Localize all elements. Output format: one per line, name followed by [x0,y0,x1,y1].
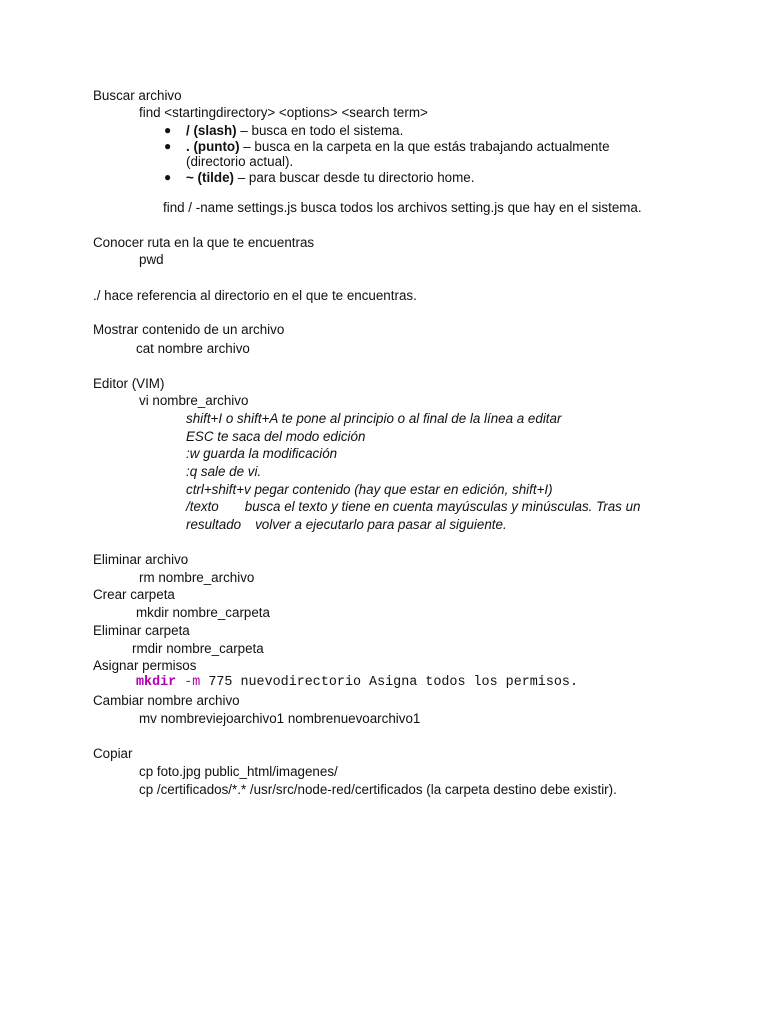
bullet-icon: ● [164,123,172,137]
rmdir-command: rmdir nombre_carpeta [132,641,264,656]
bullet-icon: ● [164,139,172,153]
heading-rmdir: Eliminar carpeta [93,623,190,638]
bullet-term: ~ (tilde) [186,170,234,185]
heading-cp: Copiar [93,746,133,761]
vim-search-desc: volver a ejecutarlo para pasar al siguiente. [255,517,507,532]
bullet-term: . (punto) [186,139,240,154]
bullet-desc: – busca en todo el sistema. [236,123,404,138]
vim-search-note-continuation [186,516,507,533]
heading-perm: Asignar permisos [93,658,197,673]
bullet-icon: ● [164,170,172,184]
find-syntax: find <startingdirectory> <options> <search term> [139,105,428,120]
cp-command: cp /certificados/*.* /usr/src/node-red/certificados (la carpeta destino debe existir). [139,782,617,797]
heading-rm: Eliminar archivo [93,552,189,567]
vim-note: :q sale de vi. [186,464,262,479]
dot-note: ./ hace referencia al directorio en el que te encuentras. [93,288,417,303]
vim-note: :w guarda la modificación [186,446,338,461]
vim-search-term: /texto [186,499,219,514]
vim-note: ctrl+shift+v pegar contenido (hay que estar en edición, shift+I) [186,482,553,497]
bullet-item [186,122,403,139]
vim-command: vi nombre_archivo [139,393,249,408]
code-flag: -m [184,675,201,690]
mv-command: mv nombreviejoarchivo1 nombrenuevoarchivo1 [139,711,421,726]
vim-search-desc: busca el texto y tiene en cuenta mayúsculas y minúsculas. Tras un [244,499,641,514]
bullet-desc: – para buscar desde tu directorio home. [234,170,475,185]
heading-mv: Cambiar nombre archivo [93,693,240,708]
bullet-desc: – busca en la carpeta en la que estás trabajando actualmente [239,139,610,154]
vim-note: shift+I o shift+A te pone al principio o al final de la línea a editar [186,411,562,426]
cat-command: cat nombre archivo [136,341,250,356]
perm-command [136,674,578,691]
heading-find: Buscar archivo [93,88,182,103]
vim-search-note [186,498,640,515]
bullet-desc-continuation: (directorio actual). [186,154,294,169]
mkdir-command: mkdir nombre_carpeta [136,605,270,620]
pwd-command: pwd [139,252,164,267]
heading-vim: Editor (VIM) [93,376,165,391]
bullet-term: / (slash) [186,123,237,138]
code-args: 775 nuevodirectorio Asigna todos los permisos. [200,675,578,690]
vim-search-desc: resultado [186,517,242,532]
rm-command: rm nombre_archivo [139,570,255,585]
heading-cat: Mostrar contenido de un archivo [93,322,285,337]
heading-mkdir: Crear carpeta [93,587,175,602]
cp-command: cp foto.jpg public_html/imagenes/ [139,764,338,779]
vim-note: ESC te saca del modo edición [186,429,366,444]
code-keyword: mkdir [136,675,177,690]
heading-pwd: Conocer ruta en la que te encuentras [93,235,315,250]
find-example: find / -name settings.js busca todos los archivos setting.js que hay en el sistema. [163,200,642,215]
bullet-item [186,169,474,186]
